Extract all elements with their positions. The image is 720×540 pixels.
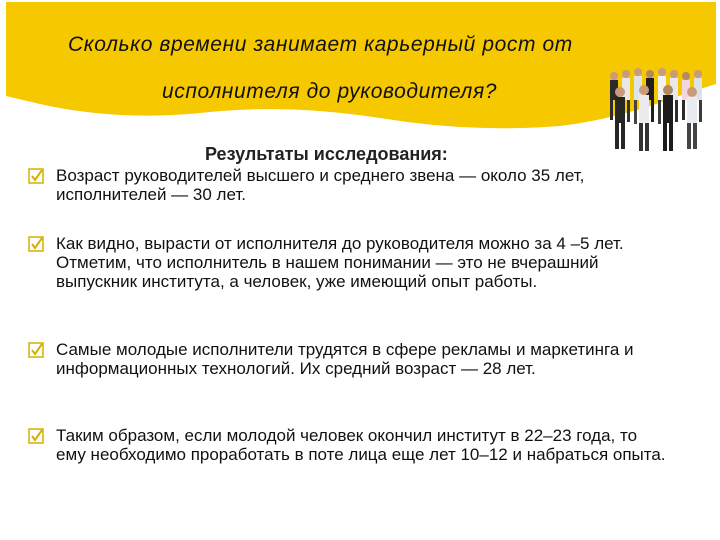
checkbox-check-icon bbox=[28, 168, 44, 184]
bullet-text: Самые молодые исполнители трудятся в сфере рекламы и маркетинга и информационных технологий. Их средний возраст — 28 лет. bbox=[56, 340, 634, 378]
title-line-2: исполнителя до руководителя? bbox=[162, 80, 498, 103]
business-people-image bbox=[600, 62, 716, 154]
checkbox-check-icon bbox=[28, 342, 44, 358]
title-line-1: Сколько времени занимает карьерный рост от bbox=[68, 33, 573, 56]
checkbox-check-icon bbox=[28, 236, 44, 252]
research-results-heading: Результаты исследования: bbox=[205, 144, 448, 164]
bullet-text: Как видно, вырасти от исполнителя до руководителя можно за 4 –5 лет. Отметим, что исполнитель в нашем понимании — это не вчерашний выпускник института, а человек, уже имеющий опыт работы. bbox=[56, 234, 624, 291]
checkbox-check-icon bbox=[28, 428, 44, 444]
bullet-text: Возраст руководителей высшего и среднего звена — около 35 лет, исполнителей — 30 лет. bbox=[56, 166, 585, 204]
bullet-text: Таким образом, если молодой человек окончил институт в 22–23 года, то ему необходимо проработать в поте лица еще лет 10–12 и набраться опыта. bbox=[56, 426, 666, 464]
